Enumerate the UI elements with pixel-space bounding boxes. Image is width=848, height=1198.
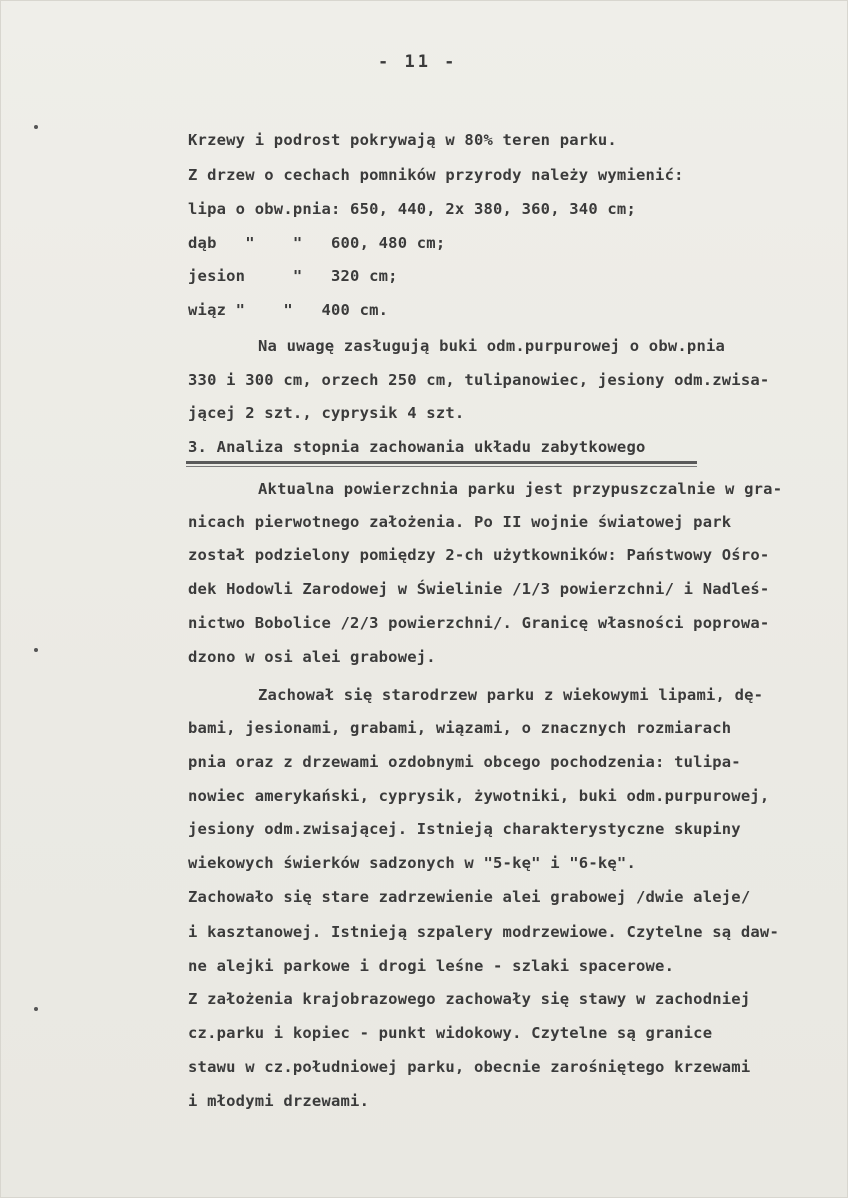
section-heading: 3. Analiza stopnia zachowania układu zabytkowego	[188, 438, 646, 456]
text-line: dąb " " 600, 480 cm;	[188, 234, 446, 252]
text-line: jesion " 320 cm;	[188, 267, 398, 285]
text-line: Zachował się starodrzew parku z wiekowymi lipami, dę-	[258, 686, 764, 704]
text-line: Aktualna powierzchnia parku jest przypuszczalnie w gra-	[258, 480, 783, 498]
text-line: dzono w osi alei grabowej.	[188, 648, 436, 666]
text-line: jącej 2 szt., cyprysik 4 szt.	[188, 404, 465, 422]
page-number: - 11 -	[378, 52, 458, 72]
heading-underline	[186, 461, 697, 464]
text-line: cz.parku i kopiec - punkt widokowy. Czytelne są granice	[188, 1024, 713, 1042]
text-line: Krzewy i podrost pokrywają w 80% teren parku.	[188, 131, 617, 149]
binder-hole-mark	[34, 125, 38, 129]
binder-hole-mark	[34, 648, 38, 652]
text-line: Zachowało się stare zadrzewienie alei grabowej /dwie aleje/	[188, 888, 751, 906]
text-line: bami, jesionami, grabami, wiązami, o znacznych rozmiarach	[188, 719, 732, 737]
text-line: jesiony odm.zwisającej. Istnieją charakterystyczne skupiny	[188, 820, 741, 838]
text-line: nowiec amerykański, cyprysik, żywotniki, buki odm.purpurowej,	[188, 787, 770, 805]
text-line: Na uwagę zasługują buki odm.purpurowej o obw.pnia	[258, 337, 726, 355]
text-line: został podzielony pomiędzy 2-ch użytkowników: Państwowy Ośro-	[188, 546, 770, 564]
text-line: lipa o obw.pnia: 650, 440, 2x 380, 360, 340 cm;	[188, 200, 636, 218]
text-line: i młodymi drzewami.	[188, 1092, 370, 1110]
text-line: i kasztanowej. Istnieją szpalery modrzewiowe. Czytelne są daw-	[188, 923, 779, 941]
text-line: stawu w cz.południowej parku, obecnie zarośniętego krzewami	[188, 1058, 751, 1076]
text-line: 330 i 300 cm, orzech 250 cm, tulipanowiec, jesiony odm.zwisa-	[188, 371, 770, 389]
heading-underline-thin	[186, 466, 697, 467]
binder-hole-mark	[34, 1007, 38, 1011]
text-line: nictwo Bobolice /2/3 powierzchni/. Granicę własności poprowa-	[188, 614, 770, 632]
text-line: Z założenia krajobrazowego zachowały się stawy w zachodniej	[188, 990, 751, 1008]
text-line: dek Hodowli Zarodowej w Świelinie /1/3 powierzchni/ i Nadleś-	[188, 580, 770, 598]
text-line: pnia oraz z drzewami ozdobnymi obcego pochodzenia: tulipa-	[188, 753, 741, 771]
text-line: nicach pierwotnego założenia. Po II wojnie światowej park	[188, 513, 732, 531]
text-line: wiekowych świerków sadzonych w "5-kę" i "6-kę".	[188, 854, 636, 872]
text-line: ne alejki parkowe i drogi leśne - szlaki spacerowe.	[188, 957, 675, 975]
text-line: wiąz " " 400 cm.	[188, 301, 389, 319]
text-line: Z drzew o cechach pomników przyrody należy wymienić:	[188, 166, 684, 184]
